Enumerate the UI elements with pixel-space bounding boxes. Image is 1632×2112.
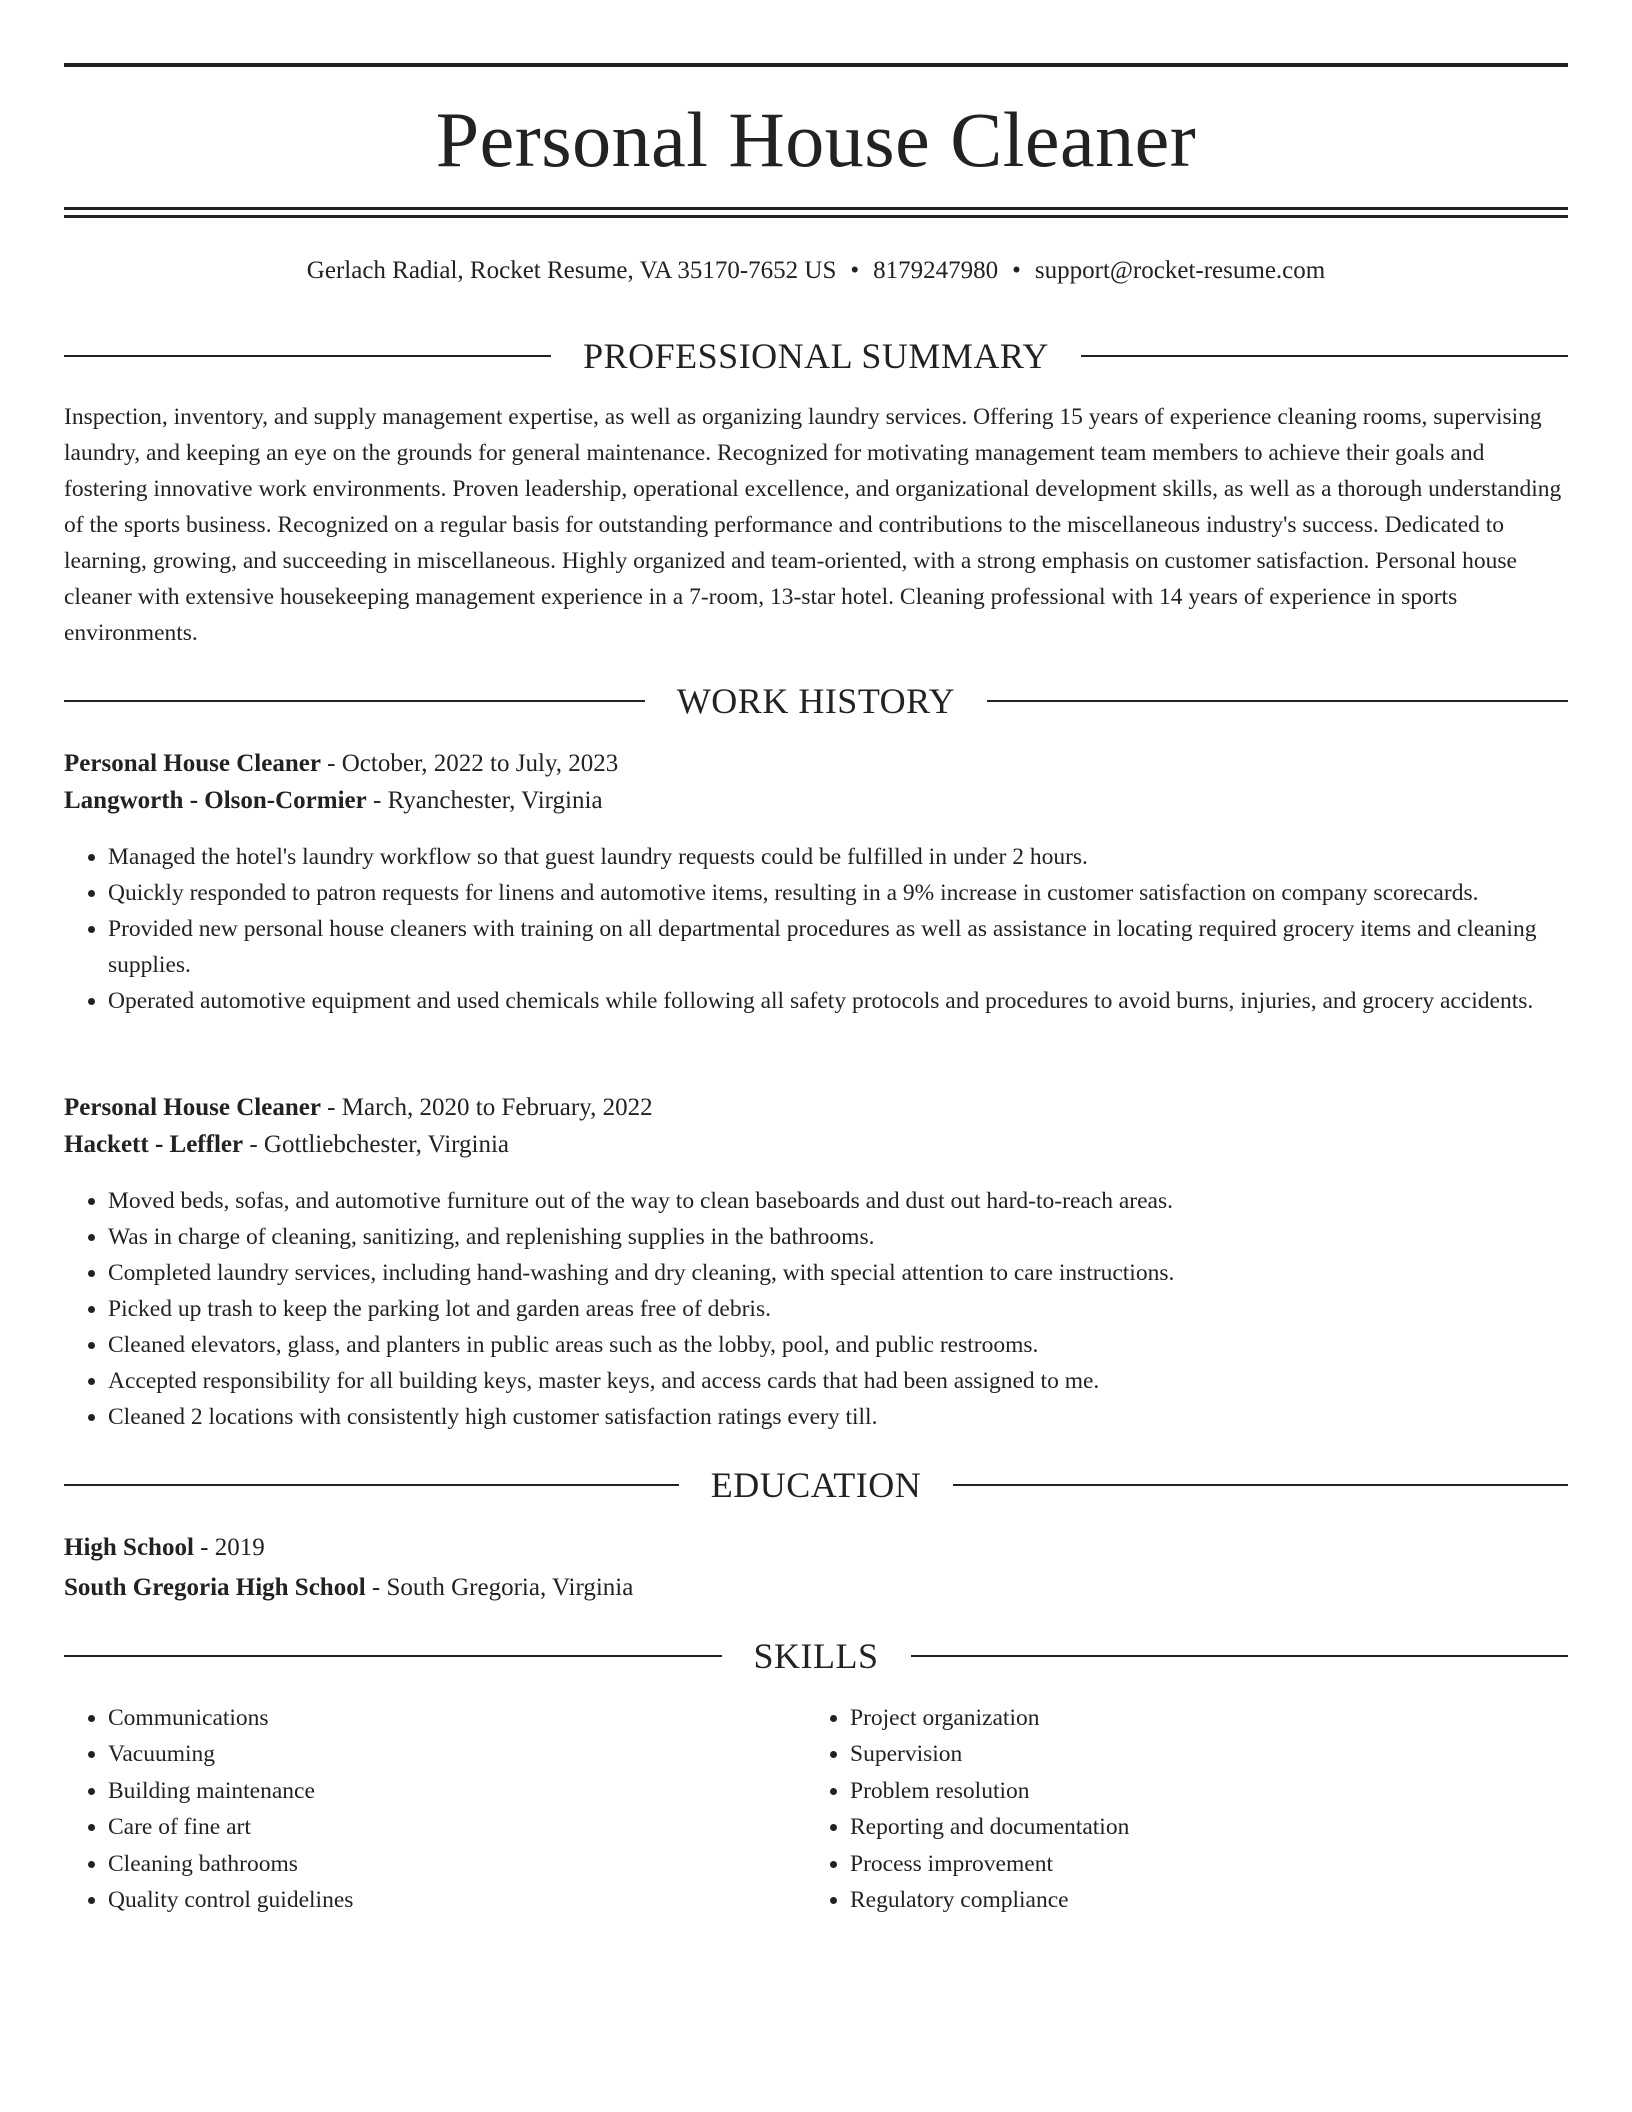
heading-rule-left [64,355,551,357]
heading-rule-right [1081,355,1568,357]
skill-item: • Regulatory compliance [850,1882,1550,1918]
skill-item: • Supervision [850,1736,1550,1772]
job-2-title-line [64,1090,1568,1126]
education-school-line [64,1570,1568,1606]
list-item: • Managed the hotel's laundry workflow so that guest laundry requests could be fulfilled in under 2 hours. [108,839,1568,875]
header-rule-lower [64,215,1568,218]
list-item: • Provided new personal house cleaners with training on all departmental procedures as well as assistance in locating required grocery items and cleaning supplies. [108,911,1568,983]
list-item: • Cleaned elevators, glass, and planters in public areas such as the lobby, pool, and public restrooms. [108,1327,1568,1363]
skill-item: • Process improvement [850,1846,1550,1882]
contact-address: Gerlach Radial, Rocket Resume, VA 35170-7652 US [306,257,837,284]
job-2-dates: - March, 2020 to February, 2022 [320,1094,653,1121]
education-degree-line [64,1530,1568,1566]
heading-rule-left [64,1655,722,1657]
skill-item: • Reporting and documentation [850,1809,1550,1845]
job-1-title-line [64,746,1568,782]
heading-rule-right [987,700,1568,702]
education-degree: High School [64,1534,194,1561]
skill-item: • Project organization [850,1700,1550,1736]
summary-heading [64,334,1568,378]
education-year: - 2019 [193,1534,265,1561]
resume-name: Personal House Cleaner [435,96,1197,183]
top-rule [64,63,1568,67]
skills-list-left [64,1700,808,1918]
job-2-company-line [64,1127,1568,1163]
skill-item: • Vacuuming [108,1736,808,1772]
education-heading-title: EDUCATION [710,1465,922,1505]
contact-email: support@rocket-resume.com [1034,257,1326,284]
skills-heading [64,1634,1568,1678]
heading-rule-right [911,1655,1569,1657]
skill-item: • Problem resolution [850,1773,1550,1809]
job-2-company: Hackett - Leffler [64,1131,244,1158]
skill-item: • Quality control guidelines [108,1882,808,1918]
summary-heading-title: PROFESSIONAL SUMMARY [583,336,1049,376]
education-location: - South Gregoria, Virginia [365,1574,634,1601]
list-item: • Completed laundry services, including hand-washing and dry cleaning, with special attention to care instructions. [108,1255,1568,1291]
job-1-company-line [64,783,1568,819]
work-history-heading-title: WORK HISTORY [676,681,956,721]
summary-text: Inspection, inventory, and supply management expertise, as well as organizing laundry services. Offering 15 years of experience cleaning rooms, supervising laundry, and keeping an eye on the grounds for general maintenance. Recognized for motivating management team members to achieve their goals and fostering innovative work environments. Proven leadership, operational excellence, and organizational development skills, as well as a thorough understanding of the sports business. Recognized on a regular basis for outstanding performance and contributions to the miscellaneous industry's success. Dedicated to learning, growing, and succeeding in miscellaneous. Highly organized and team-oriented, with a strong emphasis on customer satisfaction. Personal house cleaner with extensive housekeeping management experience in a 7-room, 13-star hotel. Cleaning professional with 14 years of experience in sports environments. [64,404,1562,646]
job-1-title: Personal House Cleaner [64,750,321,777]
heading-rule-right [953,1484,1568,1486]
education-heading [64,1463,1568,1507]
skill-item: • Building maintenance [108,1773,808,1809]
list-item: • Accepted responsibility for all building keys, master keys, and access cards that had been assigned to me. [108,1363,1568,1399]
list-item: • Operated automotive equipment and used chemicals while following all safety protocols and procedures to avoid burns, injuries, and grocery accidents. [108,983,1568,1019]
contact-separator: • [850,257,860,284]
job-1-company: Langworth - Olson-Cormier [64,787,367,814]
list-item: • Cleaned 2 locations with consistently high customer satisfaction ratings every till. [108,1399,1568,1435]
skills-list-right [806,1700,1550,1918]
job-2-location: - Gottliebchester, Virginia [243,1131,510,1158]
work-history-heading [64,679,1568,723]
skill-item: • Care of fine art [108,1809,808,1845]
job-1-dates: - October, 2022 to July, 2023 [320,750,619,777]
contact-separator: • [1012,257,1021,284]
education-school: South Gregoria High School [64,1574,366,1601]
list-item: • Was in charge of cleaning, sanitizing, and replenishing supplies in the bathrooms. [108,1219,1568,1255]
list-item: • Picked up trash to keep the parking lot and garden areas free of debris. [108,1291,1568,1327]
skill-item: • Cleaning bathrooms [108,1846,808,1882]
heading-rule-left [64,700,645,702]
job-2-title: Personal House Cleaner [64,1094,321,1121]
skills-heading-title: SKILLS [753,1636,879,1676]
header-rule-upper [64,207,1568,210]
job-2-bullets [64,1183,1568,1435]
contact-phone: 8179247980 [873,257,999,284]
contact-line [64,254,1568,288]
list-item: • Quickly responded to patron requests for linens and automotive items, resulting in a 9% increase in customer satisfaction on company scorecards. [108,875,1568,911]
heading-rule-left [64,1484,679,1486]
job-1-location: - Ryanchester, Virginia [366,787,603,814]
job-1-bullets [64,839,1568,1019]
list-item: • Moved beds, sofas, and automotive furniture out of the way to clean baseboards and dust out hard-to-reach areas. [108,1183,1568,1219]
skill-item: • Communications [108,1700,808,1736]
